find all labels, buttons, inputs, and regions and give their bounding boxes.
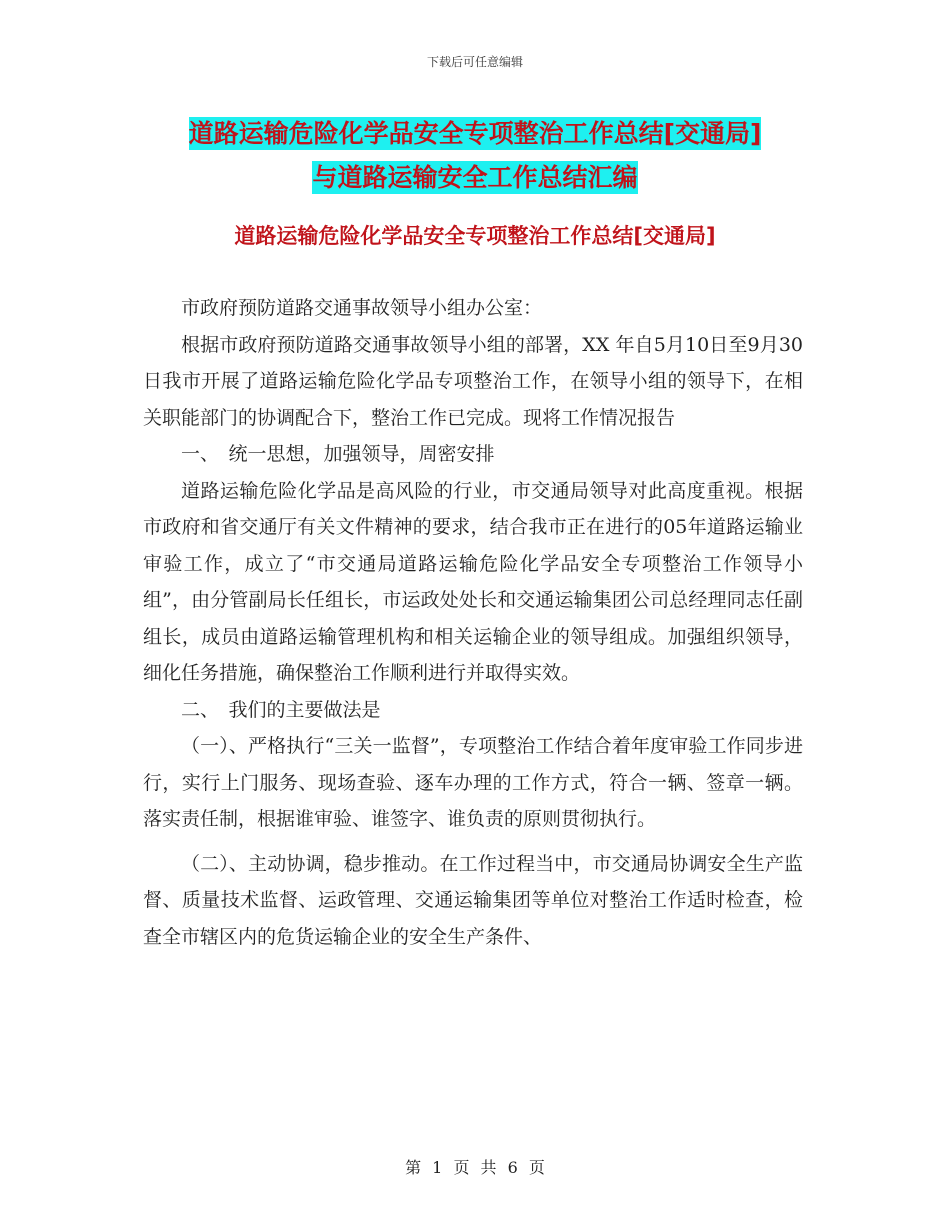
paragraph-item-two: （二）、主动协调，稳步推动。在工作过程当中，市交通局协调安全生产监督、质量技术监督、运政管理、交通运输集团等单位对整治工作适时检查，检查全市辖区内的危货运输企业的安全生产条件、 xyxy=(143,852,803,948)
document-title xyxy=(0,112,950,200)
heading-part-one: 一、 统一思想，加强领导，周密安排 xyxy=(181,443,495,465)
paragraph-addressee: 市政府预防道路交通事故领导小组办公室： xyxy=(181,297,543,319)
page-number-footer: 第 1 页 共 6 页 xyxy=(405,1158,545,1177)
paragraph-intro: 根据市政府预防道路交通事故领导小组的部署，XX 年自5月10日至9月30日我市开展了道路运输危险化学品专项整治工作，在领导小组的领导下，在相关职能部门的协调配合下，整治工作已完成。现将工作情况报告 xyxy=(143,333,803,429)
header-note: 下载后可任意编辑 xyxy=(426,55,523,69)
heading-part-two: 二、 我们的主要做法是 xyxy=(181,698,381,721)
paragraph-item-one: （一）、严格执行“三关一监督”，专项整治工作结合着年度审验工作同步进行，实行上门服务、现场查验、逐车办理的工作方式，符合一辆、签章一辆。落实责任制，根据谁审验、谁签字、谁负责的原则贯彻执行。 xyxy=(143,735,803,830)
document-body xyxy=(143,290,803,955)
document-title-line-1: 道路运输危险化学品安全专项整治工作总结[交通局] xyxy=(188,119,762,148)
section-title: 道路运输危险化学品安全专项整治工作总结[交通局] xyxy=(234,224,716,248)
document-title-line-2: 与道路运输安全工作总结汇编 xyxy=(312,163,638,192)
paragraph-part-one: 道路运输危险化学品是高风险的行业，市交通局领导对此高度重视。根据市政府和省交通厅有关文件精神的要求，结合我市正在进行的05年道路运输业审验工作，成立了“市交通局道路运输危险化学品安全专项整治工作领导小组”，由分管副局长任组长，市运政处处长和交通运输集团公司总经理同志任副组长，成员由道路运输管理机构和相关运输企业的领导组成。加强组织领导，细化任务措施，确保整治工作顺利进行并取得实效。 xyxy=(143,479,803,684)
